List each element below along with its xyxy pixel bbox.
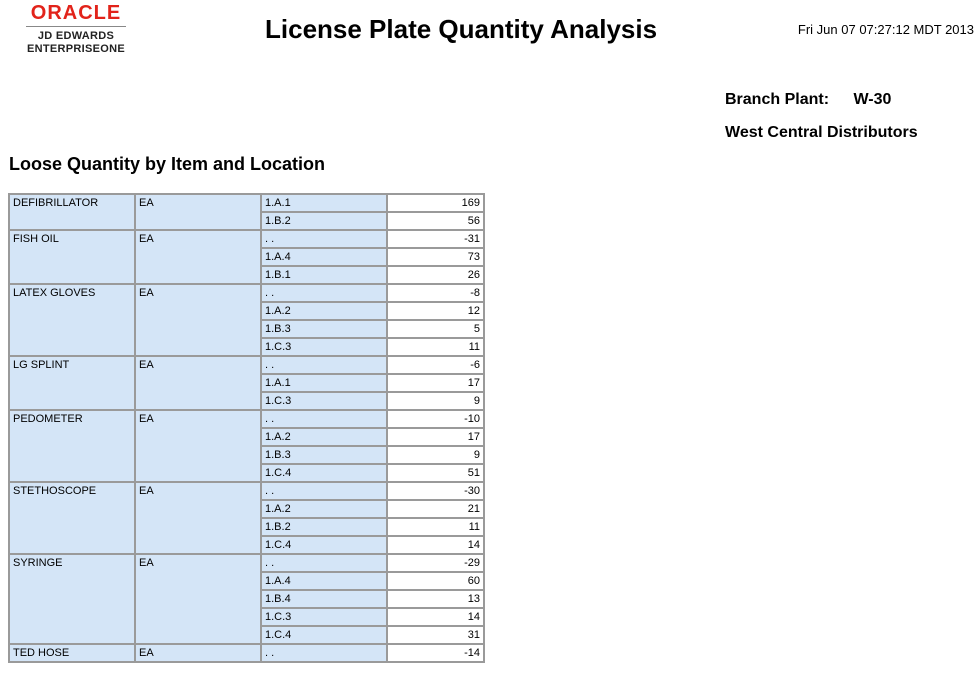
location-cell: 1.B.3	[262, 447, 386, 463]
quantity-cell: 26	[388, 267, 483, 283]
table-row	[10, 357, 483, 373]
logo-divider	[26, 26, 126, 27]
unit-of-measure-cell: EA	[136, 285, 260, 355]
table-row	[10, 645, 483, 661]
report-timestamp: Fri Jun 07 07:27:12 MDT 2013	[797, 22, 974, 37]
unit-of-measure-cell: EA	[136, 411, 260, 481]
item-name-cell: PEDOMETER	[10, 411, 134, 481]
item-name-cell: SYRINGE	[10, 555, 134, 643]
location-cell: 1.A.1	[262, 195, 386, 211]
quantity-cell: 5	[388, 321, 483, 337]
table-row	[10, 555, 483, 571]
location-cell: . .	[262, 555, 386, 571]
location-cell: 1.A.2	[262, 429, 386, 445]
location-cell: 1.A.4	[262, 249, 386, 265]
location-cell: . .	[262, 357, 386, 373]
location-cell: 1.C.3	[262, 609, 386, 625]
location-cell: 1.C.4	[262, 627, 386, 643]
unit-of-measure-cell: EA	[136, 231, 260, 283]
unit-of-measure-cell: EA	[136, 483, 260, 553]
logo-oracle-text: ORACLE	[30, 2, 122, 24]
quantity-cell: 21	[388, 501, 483, 517]
quantity-cell: 14	[388, 609, 483, 625]
branch-plant	[725, 91, 891, 109]
item-name-cell: FISH OIL	[10, 231, 134, 283]
location-cell: 1.B.3	[262, 321, 386, 337]
location-cell: . .	[262, 483, 386, 499]
location-cell: 1.A.2	[262, 303, 386, 319]
branch-plant-label: Branch Plant:	[725, 91, 830, 108]
unit-of-measure-cell: EA	[136, 195, 260, 229]
loose-quantity-table	[8, 193, 485, 663]
item-name-cell: STETHOSCOPE	[10, 483, 134, 553]
quantity-cell: 169	[388, 195, 483, 211]
item-name-cell: TED HOSE	[10, 645, 134, 661]
branch-name: West Central Distributors	[725, 124, 918, 141]
quantity-cell: 9	[388, 393, 483, 409]
table-row	[10, 411, 483, 427]
section-title: Loose Quantity by Item and Location	[9, 154, 326, 174]
quantity-cell: 14	[388, 537, 483, 553]
quantity-cell: 12	[388, 303, 483, 319]
item-name-cell: DEFIBRILLATOR	[10, 195, 134, 229]
logo-jd-edwards-text: JD EDWARDS	[37, 30, 115, 42]
location-cell: 1.B.2	[262, 213, 386, 229]
quantity-cell: -6	[388, 357, 483, 373]
quantity-cell: -31	[388, 231, 483, 247]
location-cell: 1.C.3	[262, 393, 386, 409]
oracle-jde-logo	[20, 2, 132, 56]
loose-quantity-table-body	[10, 195, 483, 661]
unit-of-measure-cell: EA	[136, 555, 260, 643]
quantity-cell: -10	[388, 411, 483, 427]
location-cell: 1.A.4	[262, 573, 386, 589]
quantity-cell: 60	[388, 573, 483, 589]
quantity-cell: 11	[388, 339, 483, 355]
report-title: License Plate Quantity Analysis	[265, 14, 658, 44]
quantity-cell: 11	[388, 519, 483, 535]
logo-enterpriseone-text: ENTERPRISEONE	[26, 43, 126, 55]
location-cell: 1.B.2	[262, 519, 386, 535]
location-cell: . .	[262, 231, 386, 247]
item-name-cell: LG SPLINT	[10, 357, 134, 409]
location-cell: . .	[262, 645, 386, 661]
branch-plant-value: W-30	[853, 91, 892, 108]
location-cell: . .	[262, 411, 386, 427]
quantity-cell: -29	[388, 555, 483, 571]
location-cell: 1.C.4	[262, 465, 386, 481]
quantity-cell: -8	[388, 285, 483, 301]
table-row	[10, 195, 483, 211]
location-cell: 1.A.1	[262, 375, 386, 391]
item-name-cell: LATEX GLOVES	[10, 285, 134, 355]
quantity-cell: -30	[388, 483, 483, 499]
location-cell: 1.A.2	[262, 501, 386, 517]
table-row	[10, 231, 483, 247]
location-cell: 1.C.4	[262, 537, 386, 553]
unit-of-measure-cell: EA	[136, 357, 260, 409]
table-row	[10, 285, 483, 301]
quantity-cell: 13	[388, 591, 483, 607]
location-cell: 1.C.3	[262, 339, 386, 355]
quantity-cell: 17	[388, 429, 483, 445]
location-cell: 1.B.4	[262, 591, 386, 607]
quantity-cell: 51	[388, 465, 483, 481]
quantity-cell: 56	[388, 213, 483, 229]
quantity-cell: 9	[388, 447, 483, 463]
quantity-cell: 31	[388, 627, 483, 643]
quantity-cell: 17	[388, 375, 483, 391]
table-row	[10, 483, 483, 499]
unit-of-measure-cell: EA	[136, 645, 260, 661]
quantity-cell: -14	[388, 645, 483, 661]
quantity-cell: 73	[388, 249, 483, 265]
location-cell: . .	[262, 285, 386, 301]
location-cell: 1.B.1	[262, 267, 386, 283]
